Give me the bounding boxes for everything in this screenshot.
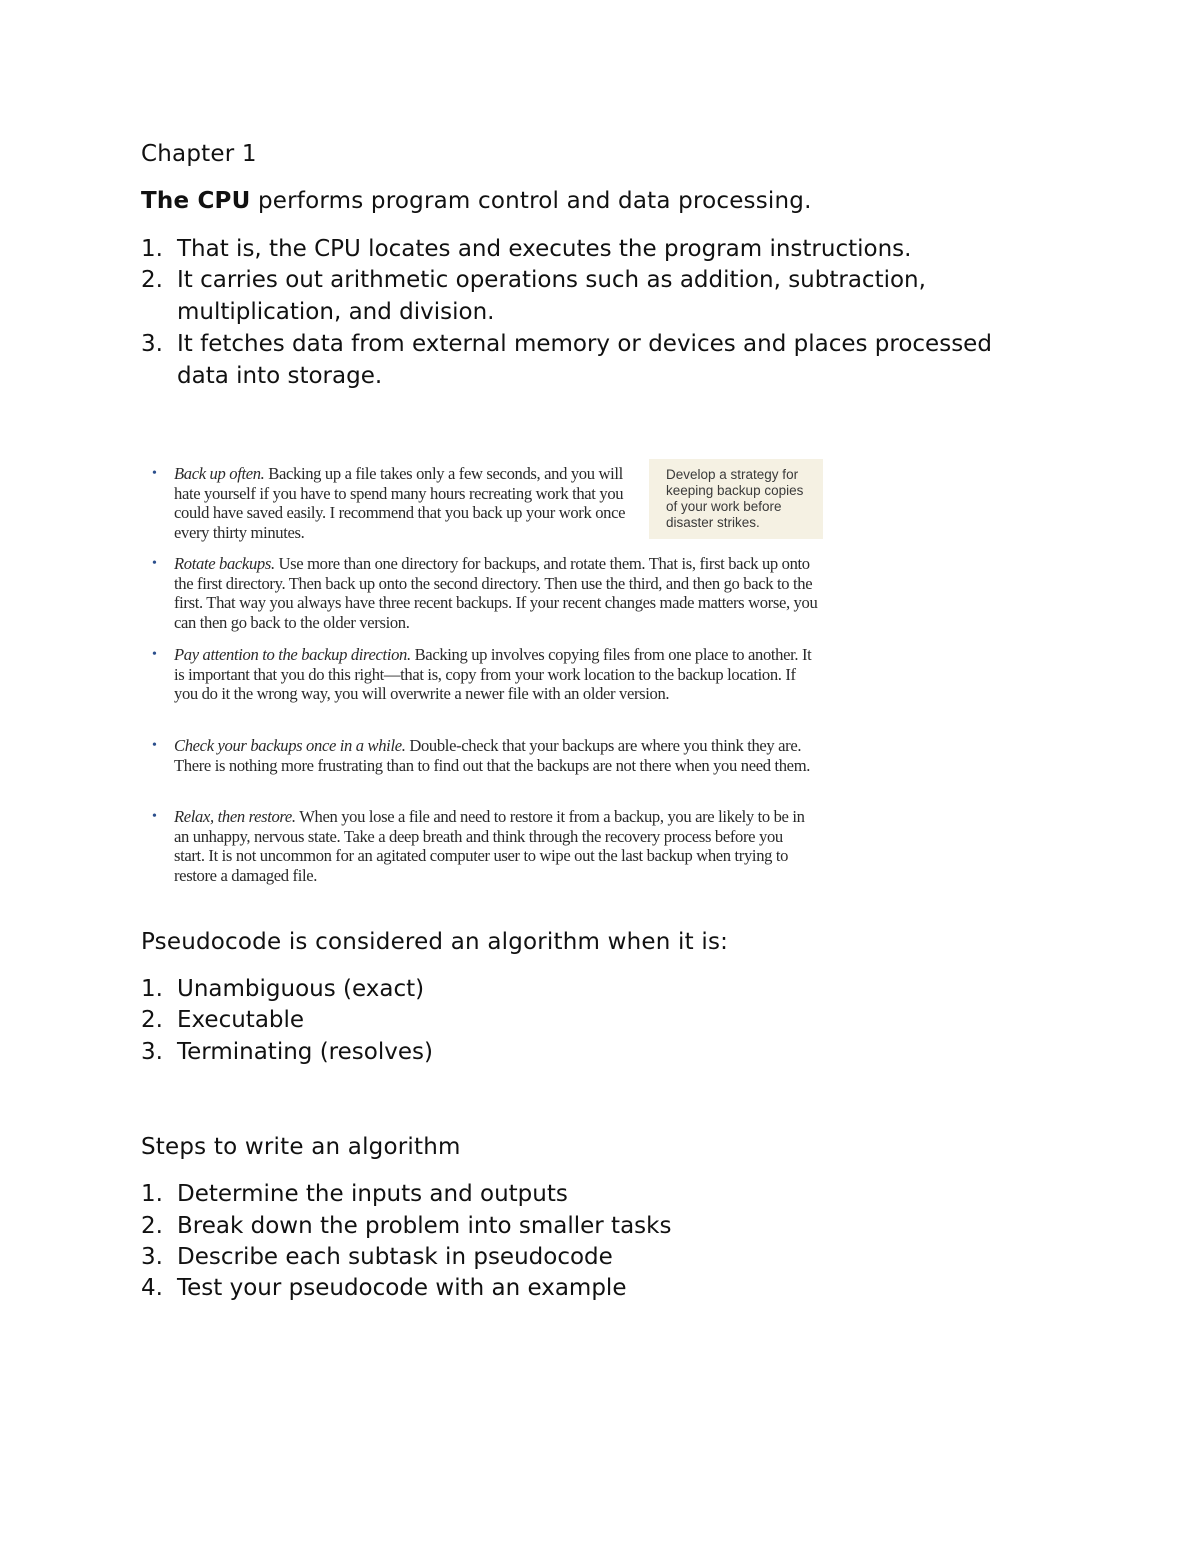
sidebox-text: Develop a strategy for keeping backup copies of your work before disaster strikes. <box>666 467 804 530</box>
excerpt-bullet-4 <box>174 736 826 775</box>
steps-item-1: Determine the inputs and outputs <box>177 1181 568 1207</box>
list-marker: 4. <box>141 1275 163 1301</box>
cpu-intro <box>141 186 812 217</box>
excerpt-bullet-3-text: Backing up involves copying files from one place to another. It is important that you do this right—that is, copy from your work location to the backup location. If you do it the wrong way, you will overwrite a newer file with an older version. <box>174 645 812 704</box>
excerpt-bullet-1-lead: Back up often. <box>174 464 265 483</box>
cpu-intro-bold: The CPU <box>141 188 251 214</box>
bullet-icon: • <box>152 809 157 824</box>
list-marker: 2. <box>141 1007 163 1033</box>
pseudocode-item-2: Executable <box>177 1007 305 1033</box>
list-marker: 3. <box>141 331 163 357</box>
list-marker: 1. <box>141 976 163 1002</box>
excerpt-bullet-2-lead: Rotate backups. <box>174 554 275 573</box>
bullet-icon: • <box>152 647 157 662</box>
list-marker: 3. <box>141 1039 163 1065</box>
excerpt-bullet-4-text: Double-check that your backups are where you think they are. There is nothing more frustrating than to find out that the backups are not there when you need them. <box>174 736 811 775</box>
cpu-item-1: That is, the CPU locates and executes the program instructions. <box>177 236 912 262</box>
pseudocode-heading: Pseudocode is considered an algorithm when it is: <box>141 929 729 955</box>
backup-tips-excerpt-image <box>148 456 828 890</box>
excerpt-bullet-5-lead: Relax, then restore. <box>174 807 296 826</box>
excerpt-bullet-5-text: When you lose a file and need to restore it from a backup, you are likely to be in an unhappy, nervous state. Take a deep breath and think through the recovery process before you start. It is not uncommon for an agitated computer user to wipe out the last backup when trying to restore a damaged file. <box>174 807 805 885</box>
cpu-item-3: It fetches data from external memory or devices and places processed data into storage. <box>177 331 992 389</box>
excerpt-bullet-3-lead: Pay attention to the backup direction. <box>174 645 411 664</box>
excerpt-bullet-1 <box>174 464 636 542</box>
excerpt-sidebox <box>649 459 823 539</box>
excerpt-bullet-1-text: Backing up a file takes only a few seconds, and you will hate yourself if you have to spend many hours recreating work that you could have saved easily. I recommend that you back up your work once every thirty minutes. <box>174 464 626 542</box>
list-marker: 1. <box>141 1181 163 1207</box>
list-marker: 2. <box>141 267 163 293</box>
excerpt-bullet-3 <box>174 645 822 704</box>
cpu-intro-text: performs program control and data processing. <box>250 188 812 214</box>
cpu-item-2: It carries out arithmetic operations such as addition, subtraction, multiplication, and division. <box>177 267 926 325</box>
list-marker: 1. <box>141 236 163 262</box>
bullet-icon: • <box>152 556 157 571</box>
steps-heading: Steps to write an algorithm <box>141 1134 461 1160</box>
excerpt-bullet-5 <box>174 807 814 885</box>
chapter-heading: Chapter 1 <box>141 141 257 167</box>
pseudocode-item-1: Unambiguous (exact) <box>177 976 425 1002</box>
excerpt-bullet-2 <box>174 554 822 632</box>
bullet-icon: • <box>152 466 157 481</box>
steps-item-3: Describe each subtask in pseudocode <box>177 1244 613 1270</box>
list-marker: 2. <box>141 1213 163 1239</box>
bullet-icon: • <box>152 738 157 753</box>
pseudocode-item-3: Terminating (resolves) <box>177 1039 433 1065</box>
excerpt-bullet-2-text: Use more than one directory for backups, and rotate them. That is, first back up onto the first directory. Then back up onto the second directory. Then use the third, and then go back to the first. That way you always have three recent backups. If your recent changes made matters worse, you can then go back to the older version. <box>174 554 818 632</box>
steps-item-2: Break down the problem into smaller tasks <box>177 1213 672 1239</box>
excerpt-bullet-4-lead: Check your backups once in a while. <box>174 736 406 755</box>
steps-item-4: Test your pseudocode with an example <box>177 1275 627 1301</box>
list-marker: 3. <box>141 1244 163 1270</box>
